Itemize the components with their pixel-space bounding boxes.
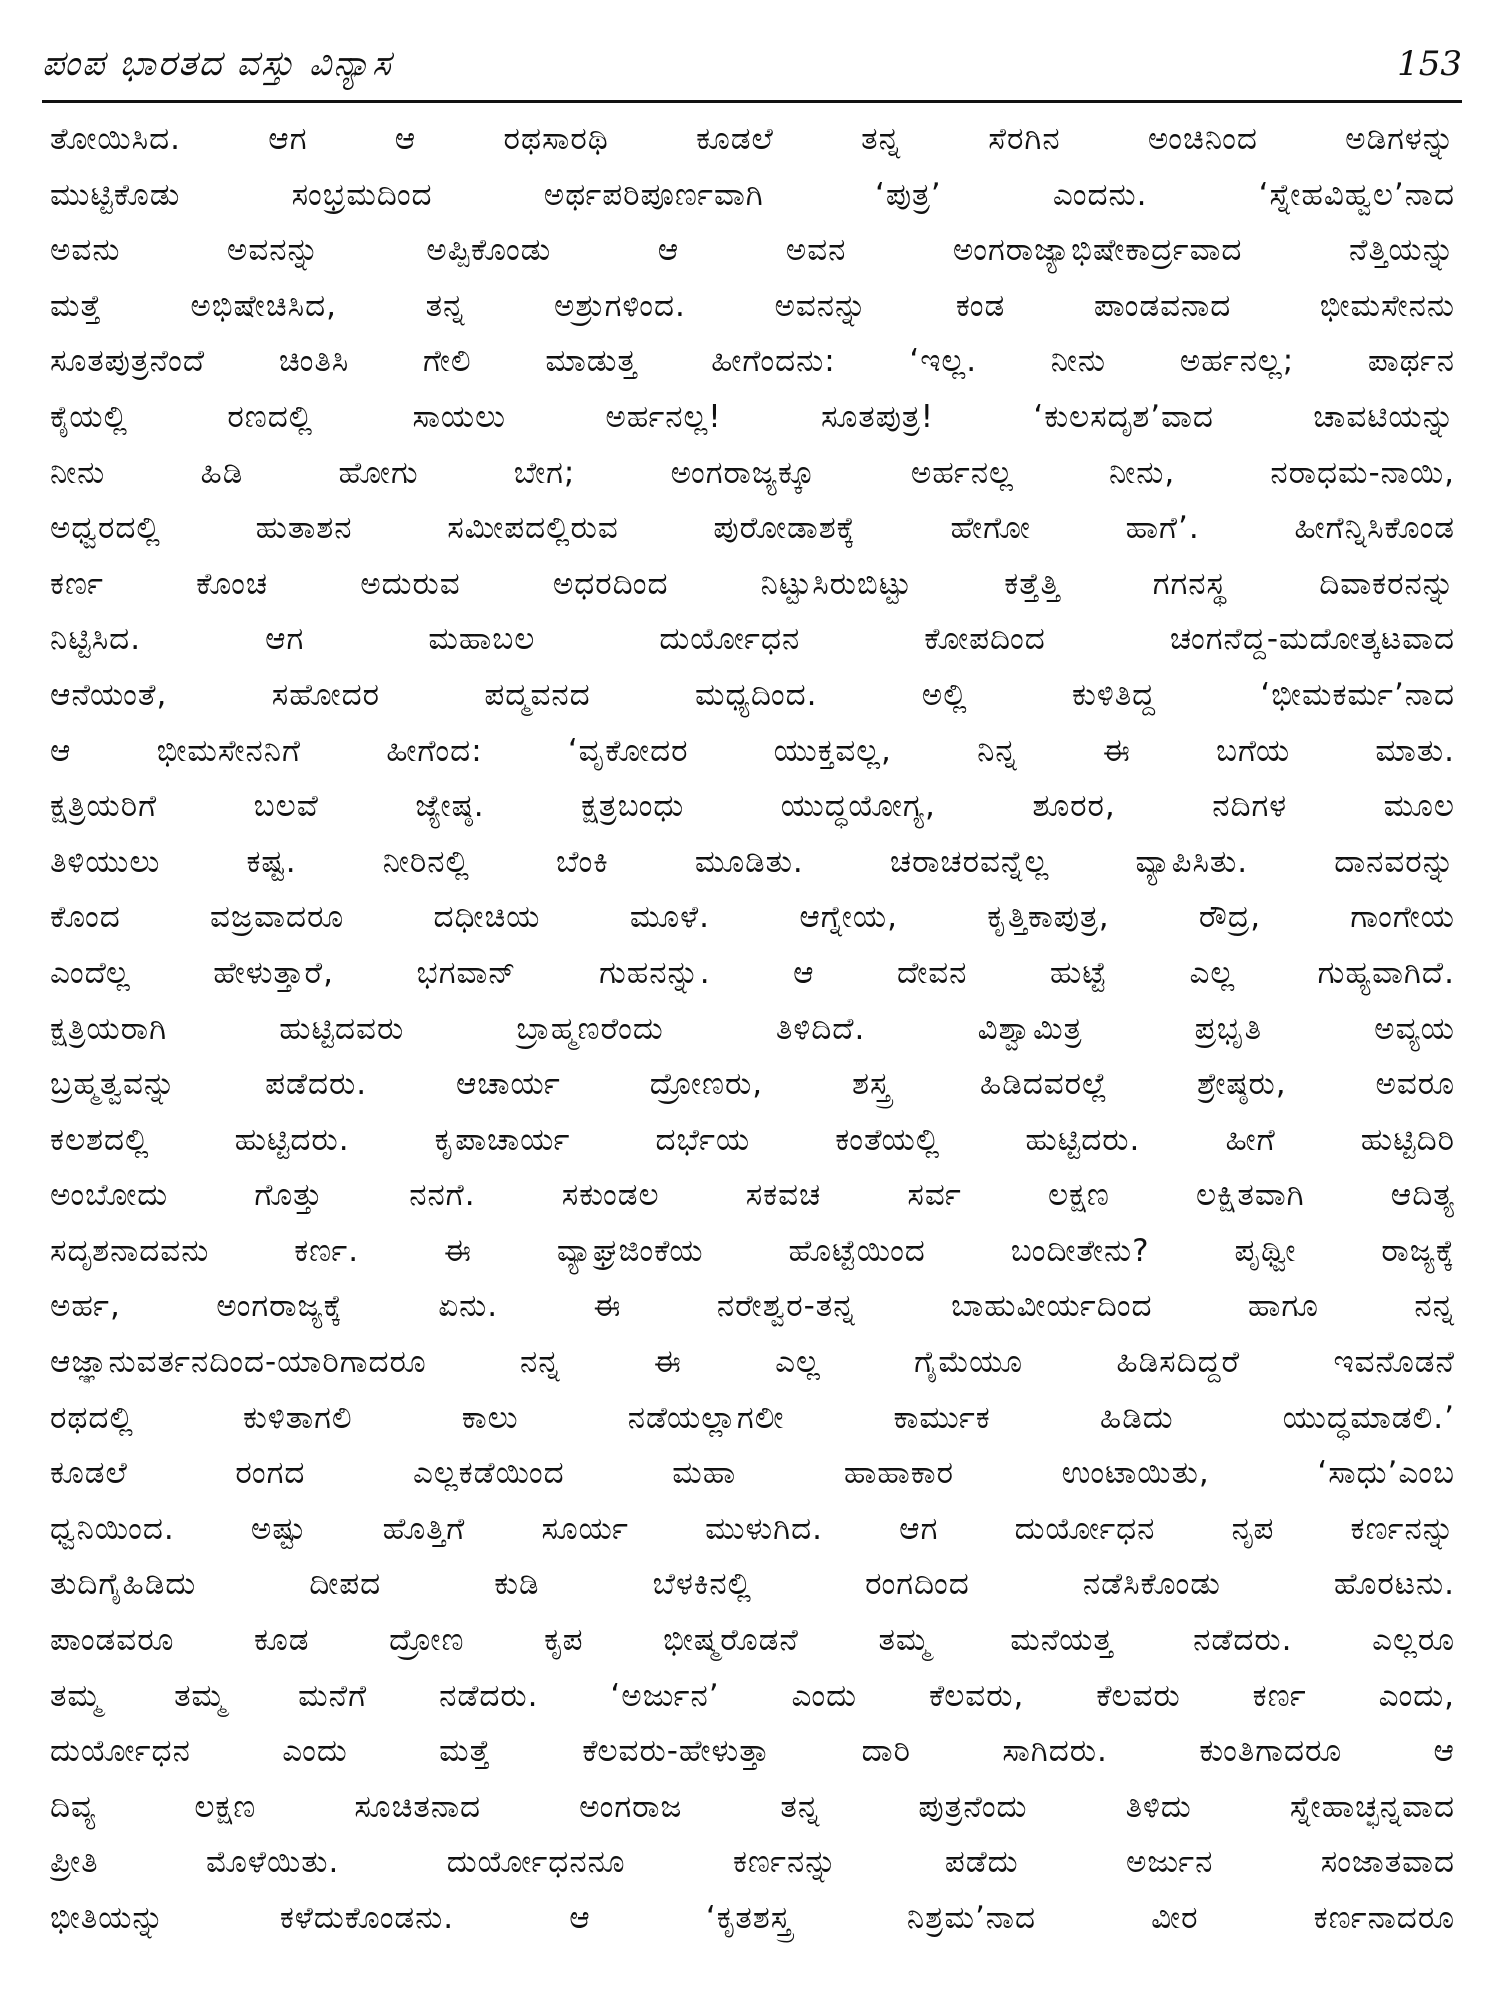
text-line: ಕಲಶದಲ್ಲಿ ಹುಟ್ಟಿದರು. ಕೃಪಾಚಾರ್ಯ ದರ್ಭೆಯ ಕಂತೆಯಲ್ಲಿ ಹುಟ್ಟಿದರು. ಹೀಗೆ ಹುಟ್ಟಿದಿರಿ (50, 1121, 1455, 1158)
text-line: ಕ್ಷತ್ರಿಯರಿಗೆ ಬಲವೆ ಜ್ಯೇಷ್ಠ. ಕ್ಷತ್ರಬಂಧು ಯುದ್ಧಯೋಗ್ಯ, ಶೂರರ, ನದಿಗಳ ಮೂಲ (50, 788, 1455, 825)
text-line: ಪಾಂಡವರೂ ಕೂಡ ದ್ರೋಣ ಕೃಪ ಭೀಷ್ಮರೊಡನೆ ತಮ್ಮ ಮನೆಯತ್ತ ನಡೆದರು. ಎಲ್ಲರೂ (50, 1622, 1455, 1659)
text-line: ಬ್ರಹ್ಮತ್ವವನ್ನು ಪಡೆದರು. ಆಚಾರ್ಯ ದ್ರೋಣರು, ಶಸ್ತ್ರ ಹಿಡಿದವರಲ್ಲೆ ಶ್ರೇಷ್ಠರು, ಅವರೂ (50, 1066, 1455, 1103)
text-line: ತುದಿಗೈಹಿಡಿದು ದೀಪದ ಕುಡಿ ಬೆಳಕಿನಲ್ಲಿ ರಂಗದಿಂದ ನಡೆಸಿಕೊಂಡು ಹೊರಟನು. (50, 1566, 1455, 1603)
text-line: ಕೊಂದ ವಜ್ರವಾದರೂ ದಧೀಚಿಯ ಮೂಳೆ. ಆಗ್ನೇಯ, ಕೃತ್ತಿಕಾಪುತ್ರ, ರೌದ್ರ, ಗಾಂಗೇಯ (50, 899, 1455, 936)
text-line: ನೀನು ಹಿಡಿ ಹೋಗು ಬೇಗ; ಅಂಗರಾಜ್ಯಕ್ಕೂ ಅರ್ಹನಲ್ಲ ನೀನು, ನರಾಧಮ-ನಾಯಿ, (50, 454, 1455, 491)
text-line: ಅಂಬೋದು ಗೊತ್ತು ನನಗೆ. ಸಕುಂಡಲ ಸಕವಚ ಸರ್ವ ಲಕ್ಷಣ ಲಕ್ಷಿತವಾಗಿ ಆದಿತ್ಯ (50, 1177, 1455, 1214)
text-line: ಕೂಡಲೆ ರಂಗದ ಎಲ್ಲಕಡೆಯಿಂದ ಮಹಾ ಹಾಹಾಕಾರ ಉಂಟಾಯಿತು, ‘ಸಾಧು’ಎಂಬ (50, 1455, 1455, 1492)
text-line: ರಥದಲ್ಲಿ ಕುಳಿತಾಗಲಿ ಕಾಲು ನಡೆಯಲ್ಲಾಗಲೀ ಕಾರ್ಮುಕ ಹಿಡಿದು ಯುದ್ಧಮಾಡಲಿ.’ (50, 1399, 1455, 1436)
text-line: ತಿಳಿಯುಲು ಕಷ್ಟ. ನೀರಿನಲ್ಲಿ ಬೆಂಕಿ ಮೂಡಿತು. ಚರಾಚರವನ್ನೆಲ್ಲ ವ್ಯಾಪಿಸಿತು. ದಾನವರನ್ನು (50, 843, 1455, 880)
text-line: ದುರ್ಯೋಧನ ಎಂದು ಮತ್ತೆ ಕೆಲವರು-ಹೇಳುತ್ತಾ ದಾರಿ ಸಾಗಿದರು. ಕುಂತಿಗಾದರೂ ಆ (50, 1733, 1455, 1770)
text-line: ತೋಯಿಸಿದ. ಆಗ ಆ ರಥಸಾರಥಿ ಕೂಡಲೆ ತನ್ನ ಸೆರಗಿನ ಅಂಚಿನಿಂದ ಅಡಿಗಳನ್ನು (50, 121, 1455, 157)
text-line: ಪ್ರೀತಿ ಮೊಳೆಯಿತು. ದುರ್ಯೋಧನನೂ ಕರ್ಣನನ್ನು ಪಡೆದು ಅರ್ಜುನ ಸಂಜಾತವಾದ (50, 1844, 1455, 1881)
text-line: ಕ್ಷತ್ರಿಯರಾಗಿ ಹುಟ್ಟಿದವರು ಬ್ರಾಹ್ಮಣರೆಂದು ತಿಳಿದಿದೆ. ವಿಶ್ವಾಮಿತ್ರ ಪ್ರಭೃತಿ ಅವ್ಯಯ (50, 1010, 1455, 1047)
text-line: ಭೀತಿಯನ್ನು ಕಳೆದುಕೊಂಡನು. ಆ ‘ಕೃತಶಸ್ತ್ರ ನಿಶ್ರಮ’ನಾದ ವೀರ ಕರ್ಣನಾದರೂ (50, 1900, 1455, 1936)
text-line: ಮತ್ತೆ ಅಭಿಷೇಚಿಸಿದ, ತನ್ನ ಅಶ್ರುಗಳಿಂದ. ಅವನನ್ನು ಕಂಡ ಪಾಂಡವನಾದ ಭೀಮಸೇನನು (50, 287, 1455, 324)
text-line: ಎಂದೆಲ್ಲ ಹೇಳುತ್ತಾರೆ, ಭಗವಾನ್ ಗುಹನನ್ನು. ಆ ದೇವನ ಹುಟ್ಟೆ ಎಲ್ಲ ಗುಹ್ಯವಾಗಿದೆ. (50, 954, 1455, 991)
text-line: ತಮ್ಮ ತಮ್ಮ ಮನೆಗೆ ನಡೆದರು. ‘ಅರ್ಜುನ’ ಎಂದು ಕೆಲವರು, ಕೆಲವರು ಕರ್ಣ ಎಂದು, (50, 1677, 1455, 1714)
text-line: ಸದೃಶನಾದವನು ಕರ್ಣ. ಈ ವ್ಯಾಘ್ರಜಿಂಕೆಯ ಹೊಟ್ಟೆಯಿಂದ ಬಂದೀತೇನು? ಪೃಥ್ವೀ ರಾಜ್ಯಕ್ಕೆ (50, 1232, 1455, 1269)
body-text (50, 112, 1455, 1947)
text-line: ಆ ಭೀಮಸೇನನಿಗೆ ಹೀಗೆಂದ: ‘ವೃಕೋದರ ಯುಕ್ತವಲ್ಲ, ನಿನ್ನ ಈ ಬಗೆಯ ಮಾತು. (50, 732, 1455, 769)
text-line: ಮುಟ್ಟಿಕೊಡು ಸಂಭ್ರಮದಿಂದ ಅರ್ಥಪರಿಪೂರ್ಣವಾಗಿ ‘ಪುತ್ರ’ ಎಂದನು. ‘ಸ್ನೇಹವಿಹ್ವಲ’ನಾದ (50, 176, 1455, 213)
text-line: ನಿಟ್ಟಿಸಿದ. ಆಗ ಮಹಾಬಲ ದುರ್ಯೋಧನ ಕೋಪದಿಂದ ಚಂಗನೆದ್ದ-ಮದೋತ್ಕಟವಾದ (50, 621, 1455, 658)
text-line: ಕೈಯಲ್ಲಿ ರಣದಲ್ಲಿ ಸಾಯಲು ಅರ್ಹನಲ್ಲ! ಸೂತಪುತ್ರ! ‘ಕುಲಸದೃಶ’ವಾದ ಚಾವಟಿಯನ್ನು (50, 398, 1455, 435)
header-rule (42, 100, 1462, 103)
text-line: ಸೂತಪುತ್ರನೆಂದೆ ಚಿಂತಿಸಿ ಗೇಲಿ ಮಾಡುತ್ತ ಹೀಗೆಂದನು: ‘ಇಲ್ಲ. ನೀನು ಅರ್ಹನಲ್ಲ; ಪಾರ್ಥನ (50, 343, 1455, 380)
text-line: ದಿವ್ಯ ಲಕ್ಷಣ ಸೂಚಿತನಾದ ಅಂಗರಾಜ ತನ್ನ ಪುತ್ರನೆಂದು ತಿಳಿದು ಸ್ನೇಹಾಚ್ಛನ್ನವಾದ (50, 1788, 1455, 1825)
page-number: 153 (1397, 44, 1462, 84)
text-line: ಆಜ್ಞಾನುವರ್ತನದಿಂದ-ಯಾರಿಗಾದರೂ ನನ್ನ ಈ ಎಲ್ಲ ಗೈಮೆಯೂ ಹಿಡಿಸದಿದ್ದರೆ ಇವನೊಡನೆ (50, 1344, 1455, 1381)
text-line: ಅಧ್ವರದಲ್ಲಿ ಹುತಾಶನ ಸಮೀಪದಲ್ಲಿರುವ ಪುರೋಡಾಶಕ್ಕೆ ಹೇಗೋ ಹಾಗೆ’. ಹೀಗೆನ್ನಿಸಿಕೊಂಡ (50, 510, 1455, 547)
running-title: ಪಂಪ ಭಾರತದ ವಸ್ತು ವಿನ್ಯಾಸ (42, 44, 393, 84)
text-line: ಕರ್ಣ ಕೊಂಚ ಅದುರುವ ಅಧರದಿಂದ ನಿಟ್ಟುಸಿರುಬಿಟ್ಟು ಕತ್ತೆತ್ತಿ ಗಗನಸ್ಥ ದಿವಾಕರನನ್ನು (50, 565, 1455, 602)
text-line: ಧ್ವನಿಯಿಂದ. ಅಷ್ಟು ಹೊತ್ತಿಗೆ ಸೂರ್ಯ ಮುಳುಗಿದ. ಆಗ ದುರ್ಯೋಧನ ನೃಪ ಕರ್ಣನನ್ನು (50, 1510, 1455, 1547)
running-header (42, 40, 1462, 100)
text-line: ಅರ್ಹ, ಅಂಗರಾಜ್ಯಕ್ಕೆ ಏನು. ಈ ನರೇಶ್ವರ-ತನ್ನ ಬಾಹುವೀರ್ಯದಿಂದ ಹಾಗೂ ನನ್ನ (50, 1288, 1455, 1325)
text-line: ಆನೆಯಂತೆ, ಸಹೋದರ ಪದ್ಮವನದ ಮಧ್ಯದಿಂದ. ಅಲ್ಲಿ ಕುಳಿತಿದ್ದ ‘ಭೀಮಕರ್ಮ’ನಾದ (50, 676, 1455, 713)
text-line: ಅವನು ಅವನನ್ನು ಅಪ್ಪಿಕೊಂಡು ಆ ಅವನ ಅಂಗರಾಜ್ಯಾಭಿಷೇಕಾರ್ದ್ರವಾದ ನೆತ್ತಿಯನ್ನು (50, 232, 1455, 269)
